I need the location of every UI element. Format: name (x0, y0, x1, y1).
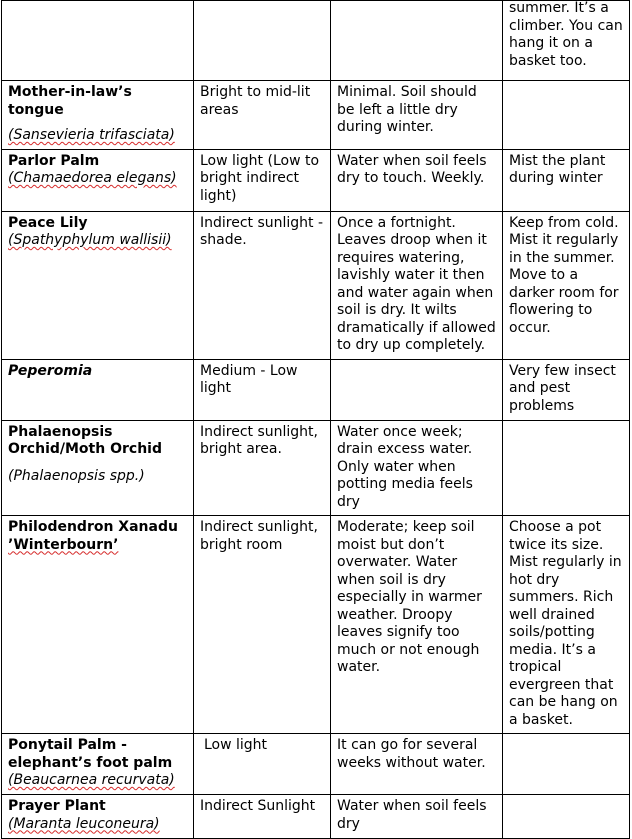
plant-scientific-name: (Chamaedorea elegans) (8, 170, 177, 186)
light-text: Low light (204, 737, 268, 753)
water-cell (331, 516, 503, 734)
plant-name: Mother-in-law’s tongue (8, 84, 132, 118)
plant-name-cell (2, 211, 194, 359)
table-row (2, 734, 630, 795)
notes-text: Mist the plant during winter (509, 152, 606, 186)
plant-name-cell (2, 359, 194, 420)
notes-cell (503, 211, 630, 359)
plant-name-cell (2, 795, 194, 839)
water-text: Moderate; keep soil moist but don’t overwater. Water when soil is dry especially in warmer weather. Droopy leaves signify too much or not enough water. (337, 519, 482, 675)
light-text: Low light (Low to bright indirect light) (200, 152, 320, 204)
notes-cell (503, 359, 630, 420)
light-cell (194, 795, 331, 839)
notes-text: summer. It’s a climber. You can hang it on a basket too. (509, 0, 623, 69)
plant-name: Parlor Palm (8, 152, 100, 169)
plant-scientific-name: (Spathyphylum wallisii) (8, 232, 172, 248)
scientific-name-text: (Phalaenopsis spp.) (8, 467, 145, 484)
light-cell (194, 149, 331, 211)
plant-name-cell (2, 81, 194, 150)
notes-cell (503, 734, 630, 795)
water-text: Minimal. Soil should be left a little dry during winter. (337, 84, 477, 135)
light-cell (194, 516, 331, 734)
water-text: Once a fortnight. Leaves droop when it requires watering, lavishly water it then and water again when soil is dry. It wilts dramatically if allowed to dry up completely. (337, 214, 496, 353)
plant-name-cell (2, 734, 194, 795)
plant-name: Peperomia (8, 362, 93, 379)
light-text: Indirect sunlight, bright room (200, 519, 318, 553)
notes-cell (503, 516, 630, 734)
notes-text: Keep from cold. Mist it regularly in the summer. Move to a darker room for flowering to occur. (509, 214, 619, 336)
water-cell (331, 734, 503, 795)
table-row (2, 516, 630, 734)
table-row (2, 81, 630, 150)
light-text: Indirect sunlight - shade. (200, 214, 324, 248)
plant-cultivar-name: ’Winterbourn’ (8, 536, 119, 553)
notes-cell (503, 795, 630, 839)
plant-scientific-name: (Sansevieria trifasciata) (8, 127, 175, 143)
notes-text: Very few insect and pest problems (509, 362, 616, 414)
plant-name: Peace Lily (8, 214, 88, 231)
table-row (2, 1, 630, 81)
water-cell (331, 211, 503, 359)
water-cell (331, 81, 503, 150)
light-text: Bright to mid-lit areas (200, 84, 311, 118)
light-cell (194, 359, 331, 420)
plant-scientific-name (8, 468, 187, 486)
notes-cell (503, 420, 630, 516)
light-text: Indirect Sunlight (200, 798, 316, 814)
plant-name: Prayer Plant (8, 798, 106, 814)
plant-scientific-name: (Beaucarnea recurvata) (8, 772, 175, 788)
notes-cell (503, 149, 630, 211)
plant-name-cell (2, 1, 194, 81)
notes-text: Choose a pot twice its size. Mist regularly in hot dry summers. Rich well drained soils/potting media. It’s a tropical evergreen that can be hang on a basket. (509, 519, 622, 728)
table-row (2, 211, 630, 359)
water-cell (331, 149, 503, 211)
light-cell (194, 81, 331, 150)
table-row (2, 359, 630, 420)
light-cell (194, 734, 331, 795)
water-cell (331, 420, 503, 516)
light-cell (194, 1, 331, 81)
light-text: Indirect sunlight, bright area. (200, 423, 318, 457)
table-row (2, 420, 630, 516)
table-row (2, 795, 630, 839)
plant-name-cell (2, 420, 194, 516)
plant-name: Ponytail Palm - elephant’s foot palm (8, 737, 173, 771)
light-text: Medium - Low light (200, 362, 298, 396)
water-text: Water once week; drain excess water. Only water when potting media feels dry (337, 423, 473, 510)
table-row (2, 149, 630, 211)
plant-name: Philodendron Xanadu (8, 519, 178, 535)
notes-cell (503, 1, 630, 81)
water-cell (331, 1, 503, 81)
plant-scientific-name: (Maranta leuconeura) (8, 815, 160, 832)
light-cell (194, 420, 331, 516)
notes-cell (503, 81, 630, 150)
water-cell (331, 795, 503, 839)
water-text: It can go for several weeks without water. (337, 737, 486, 771)
plant-care-table (1, 0, 630, 839)
water-text: Water when soil feels dry to touch. Weekly. (337, 152, 487, 186)
water-text: Water when soil feels dry (337, 798, 487, 832)
water-cell (331, 359, 503, 420)
light-cell (194, 211, 331, 359)
plant-name-cell (2, 149, 194, 211)
plant-name-cell (2, 516, 194, 734)
plant-name: Phalaenopsis Orchid/Moth Orchid (8, 423, 162, 457)
